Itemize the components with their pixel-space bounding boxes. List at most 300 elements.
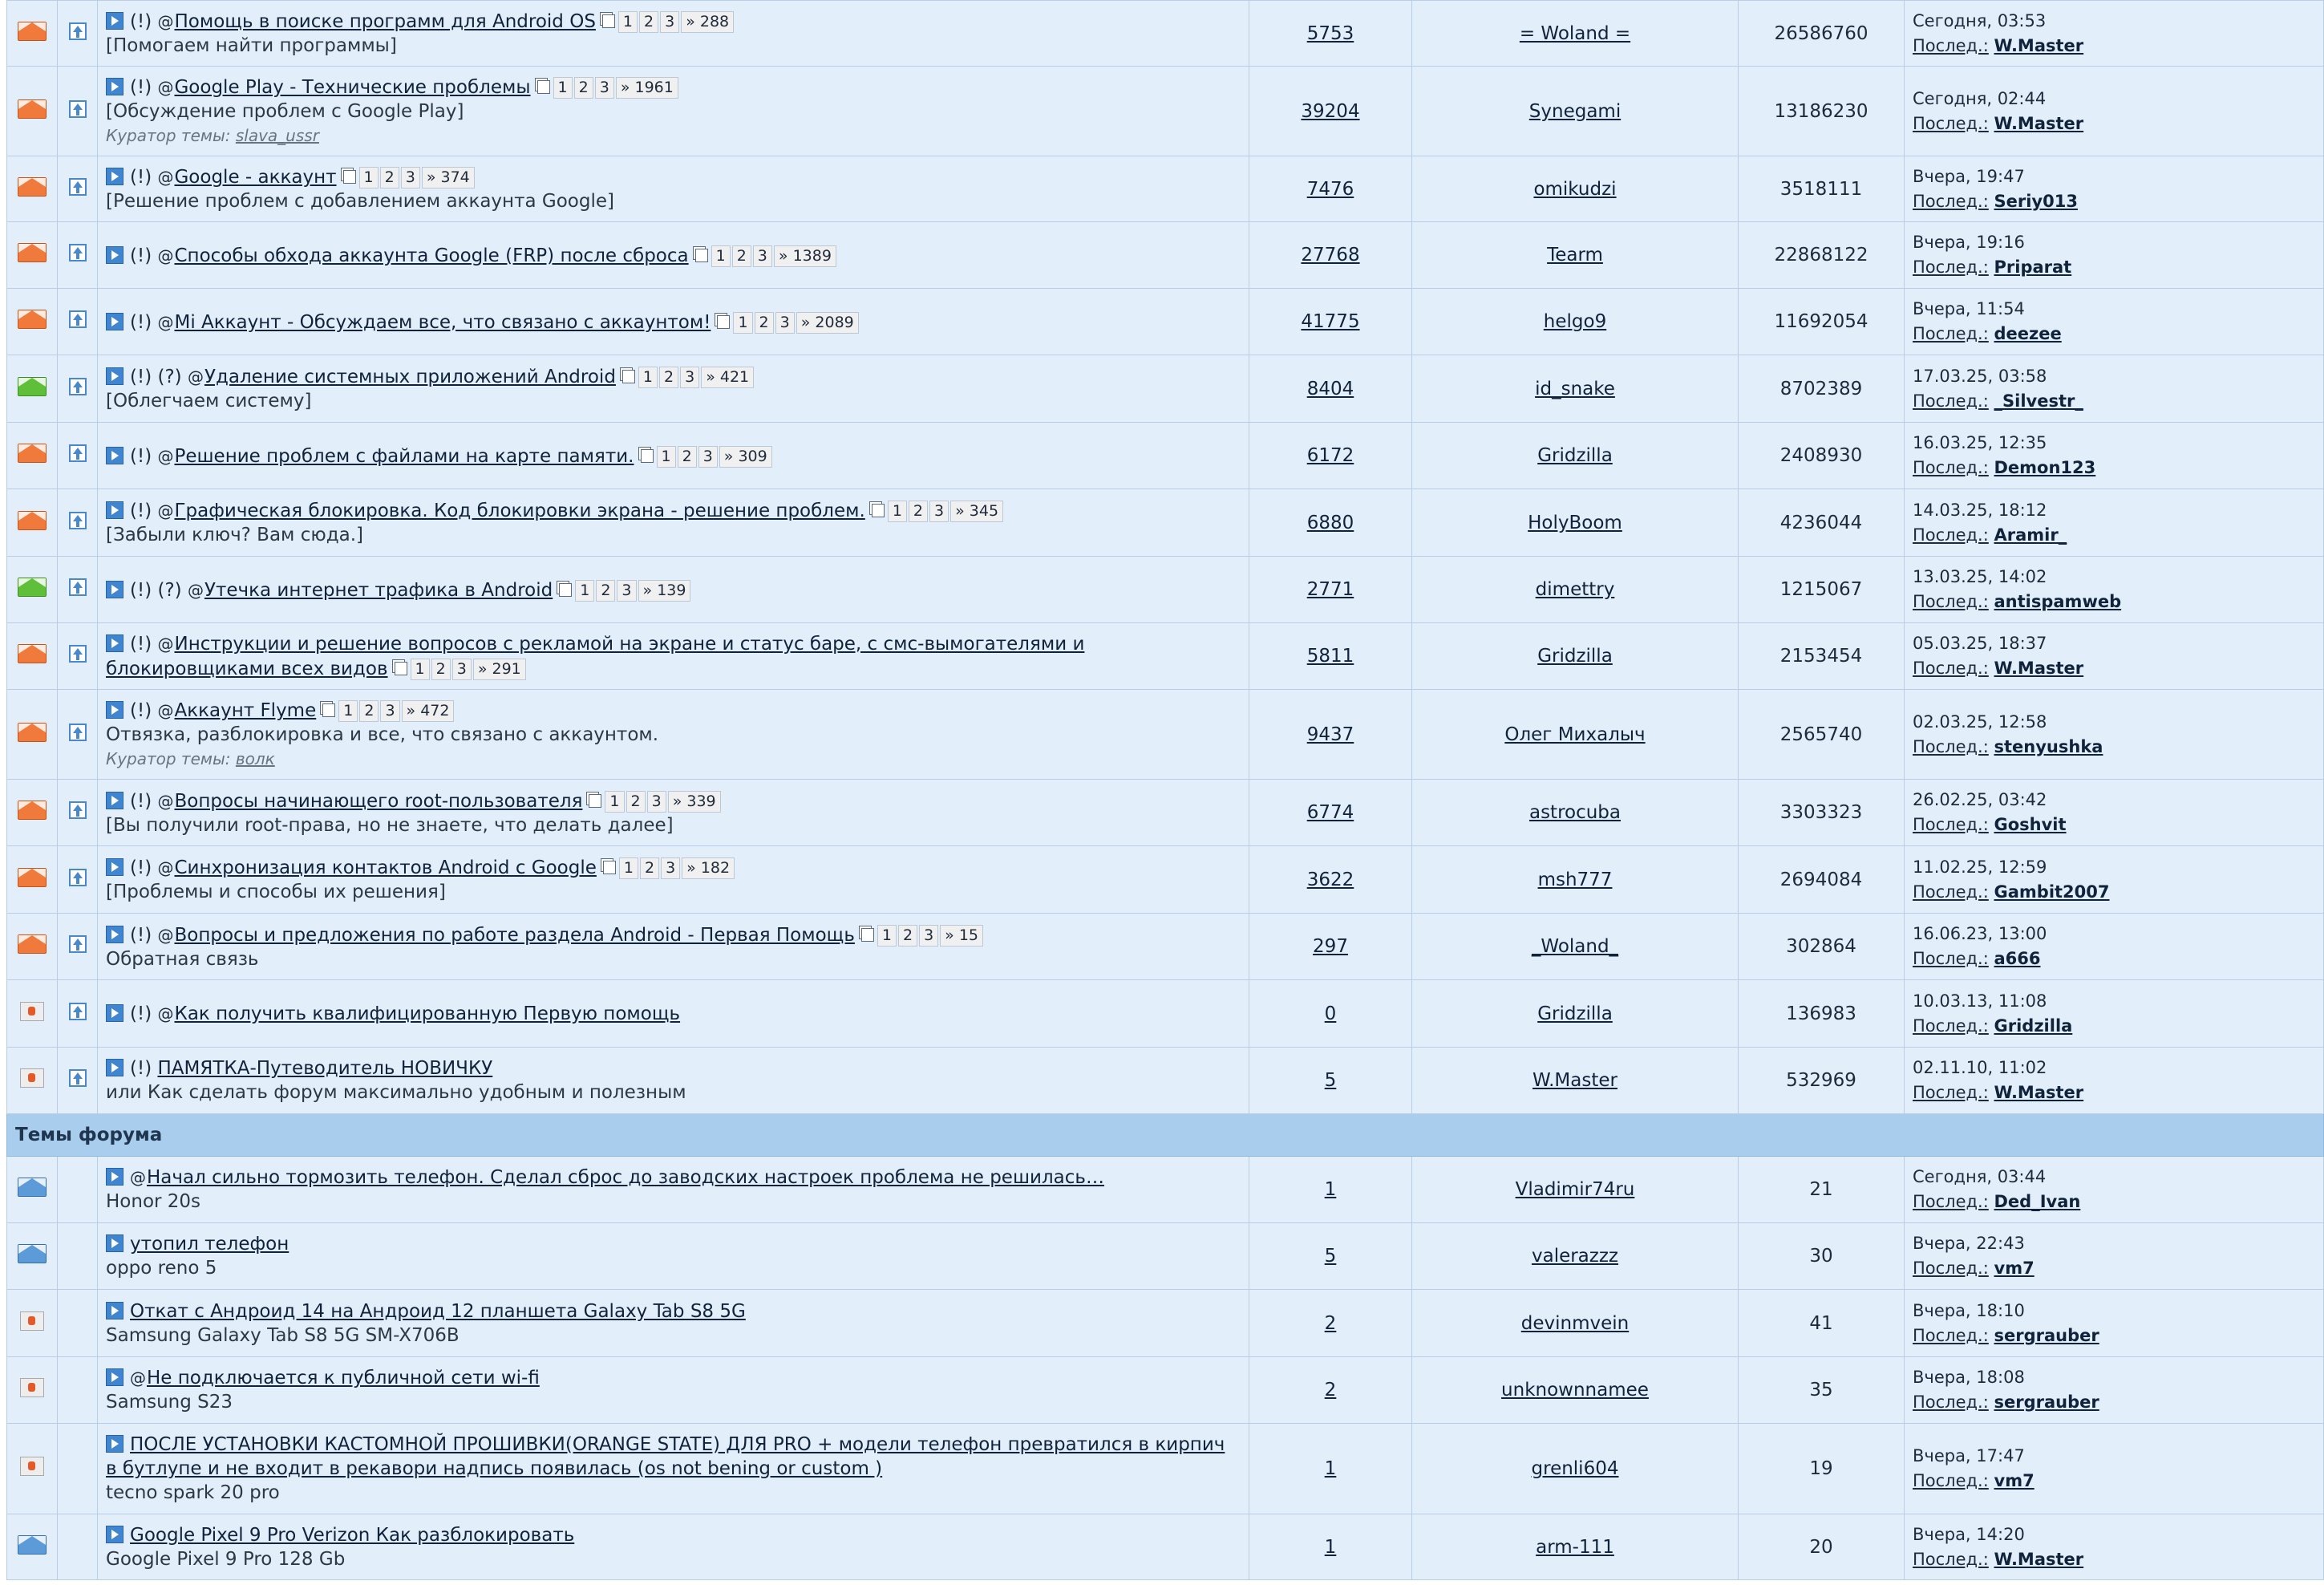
go-to-unread-icon[interactable] [106, 1168, 123, 1186]
last-post-user-link[interactable]: vm7 [1994, 1471, 2035, 1490]
last-post-cell [1905, 1048, 2324, 1114]
last-post-label[interactable]: Послед.: [1913, 736, 1989, 756]
views-count: 2153454 [1779, 646, 1863, 667]
last-post-cell [1905, 780, 2324, 846]
views-cell [1739, 1157, 1905, 1223]
last-page-link[interactable] [616, 77, 678, 99]
topic-type-cell [58, 1424, 98, 1514]
topic-author-link[interactable]: devinmvein [1520, 1312, 1630, 1334]
topic-title-link[interactable]: Помощь в поиске программ для Android OS [174, 11, 596, 32]
topic-status-cell [7, 846, 58, 914]
last-post-user-link[interactable]: stenyushka [1994, 736, 2103, 756]
last-page-link[interactable] [774, 245, 836, 267]
topic-type-cell [58, 289, 98, 355]
last-post-user-link[interactable]: antispamweb [1994, 592, 2122, 611]
curator-link[interactable]: slava_ussr [235, 126, 319, 145]
last-post-label[interactable]: Послед.: [1913, 815, 1989, 834]
replies-count-link[interactable]: 6880 [1306, 512, 1354, 533]
last-post-label[interactable]: Послед.: [1913, 525, 1989, 545]
topic-type-cell [58, 623, 98, 690]
page-link[interactable]: 3 [661, 857, 680, 879]
go-to-unread-icon[interactable] [106, 581, 123, 598]
topic-title-link[interactable]: ПОСЛЕ УСТАНОВКИ КАСТОМНОЙ ПРОШИВКИ(ORANGE STATE) ДЛЯ PRO + модели телефон превратился в кирпич в бутлупе и не входит в рекавори надпись появилась (os not bening or custom ) [106, 1434, 1225, 1479]
last-post-by [1913, 1190, 2315, 1214]
last-post-cell [1905, 222, 2324, 289]
go-to-unread-icon[interactable] [106, 1004, 123, 1022]
page-link[interactable]: 3 [698, 446, 718, 468]
replies-count-link[interactable]: 39204 [1301, 100, 1360, 122]
page-link[interactable]: 1 [359, 167, 379, 188]
go-to-unread-icon[interactable] [106, 926, 123, 943]
page-link[interactable]: 3 [919, 925, 938, 947]
hot-topic-mail-icon [18, 801, 47, 820]
section-title: Темы форума [7, 1114, 2324, 1157]
page-link[interactable]: 3 [680, 367, 699, 388]
last-post-date: Вчера, 19:16 [1913, 233, 2025, 252]
last-post-date: Вчера, 22:43 [1913, 1234, 2025, 1253]
hot-topic-mail-icon [18, 444, 47, 463]
replies-count-link[interactable]: 3622 [1306, 869, 1354, 890]
last-post-label[interactable]: Послед.: [1913, 659, 1989, 678]
last-post-date: 17.03.25, 03:58 [1913, 366, 2047, 386]
replies-count-link[interactable]: 2 [1324, 1312, 1337, 1334]
views-count: 8702389 [1779, 378, 1863, 399]
page-link[interactable]: 3 [775, 312, 795, 334]
last-post-user-link[interactable]: Goshvit [1994, 815, 2067, 834]
topic-title-link[interactable]: Откат с Андроид 14 на Андроид 12 планшета Galaxy Tab S8 5G [130, 1300, 746, 1322]
pinned-topic-row [7, 980, 2324, 1048]
page-link[interactable]: 2 [678, 446, 697, 468]
last-post-user-link[interactable]: W.Master [1994, 1083, 2084, 1102]
page-link[interactable]: 2 [640, 857, 659, 879]
replies-count-link[interactable]: 1 [1324, 1179, 1337, 1200]
pages-icon [322, 703, 335, 717]
last-page-link[interactable] [402, 700, 455, 722]
last-post-label[interactable]: Послед.: [1913, 391, 1989, 411]
topic-title-link[interactable]: Графическая блокировка. Код блокировки экрана - решение проблем. [174, 501, 865, 521]
pinned-topic-row [7, 557, 2324, 623]
page-link[interactable]: 1 [657, 446, 676, 468]
page-link[interactable]: 1 [733, 312, 752, 334]
views-count: 19 [1809, 1458, 1833, 1479]
topic-prefix: (!) [130, 790, 152, 812]
topic-status-cell [7, 489, 58, 557]
last-post-user-link[interactable]: Gridzilla [1994, 1015, 2073, 1036]
topic-title-cell [98, 1357, 1249, 1424]
go-to-unread-icon[interactable] [106, 246, 123, 264]
last-post-label[interactable]: Послед.: [1913, 882, 1989, 902]
last-post-label[interactable]: Послед.: [1913, 35, 1989, 55]
page-link[interactable]: 2 [596, 580, 615, 602]
author-cell [1412, 1290, 1739, 1357]
topic-title-link[interactable]: утопил телефон [130, 1234, 289, 1255]
page-link[interactable]: 2 [574, 77, 593, 99]
last-page-link[interactable] [682, 857, 735, 879]
topic-author-link[interactable]: msh777 [1537, 869, 1613, 890]
page-link[interactable]: 2 [380, 167, 399, 188]
go-to-unread-icon[interactable] [106, 12, 123, 30]
topic-title-line [106, 9, 1241, 34]
last-post-user-link[interactable]: a666 [1994, 949, 2041, 968]
go-to-unread-icon[interactable] [106, 634, 123, 652]
topic-title-link[interactable]: Удаление системных приложений Android [204, 367, 616, 387]
views-cell [1739, 289, 1905, 355]
page-link[interactable]: 2 [431, 659, 451, 680]
pinned-topic-row [7, 67, 2324, 156]
last-post-label[interactable]: Послед.: [1913, 949, 1989, 968]
topic-pagination [537, 75, 680, 99]
topic-author-link[interactable]: = Woland = [1519, 22, 1631, 44]
topic-author-link[interactable]: Gridzilla [1537, 445, 1613, 466]
last-post-cell [1905, 1223, 2324, 1290]
curator-link[interactable]: волк [235, 749, 275, 768]
replies-count-link[interactable]: 5 [1324, 1246, 1337, 1267]
topic-title-line [106, 164, 1241, 189]
last-page-prefix: » [778, 246, 788, 265]
page-link[interactable]: 1 [553, 77, 573, 99]
author-cell [1412, 1048, 1739, 1114]
pinned-topic-row [7, 1048, 2324, 1114]
last-post-user-link[interactable]: vm7 [1994, 1259, 2035, 1278]
last-post-cell [1905, 489, 2324, 557]
topic-author-link[interactable]: helgo9 [1543, 311, 1607, 332]
replies-count-link[interactable]: 41775 [1301, 311, 1360, 332]
page-link[interactable]: 2 [909, 501, 928, 522]
topic-author-link[interactable]: Vladimir74ru [1515, 1179, 1635, 1200]
topic-type-cell [58, 67, 98, 156]
last-post-label[interactable]: Послед.: [1913, 324, 1989, 343]
last-post-by [1913, 947, 2315, 971]
topic-title-link[interactable]: Утечка интернет трафика в Android [204, 579, 553, 601]
page-link[interactable]: 1 [575, 580, 594, 602]
author-cell [1412, 489, 1739, 557]
pinned-topic-row [7, 289, 2324, 355]
topic-author-link[interactable]: valerazzz [1531, 1246, 1618, 1267]
last-post-label[interactable]: Послед.: [1913, 1015, 1989, 1036]
last-post-label[interactable]: Послед.: [1913, 1325, 1989, 1345]
topic-author-link[interactable]: W.Master [1532, 1070, 1617, 1091]
views-cell [1739, 780, 1905, 846]
topic-title-link[interactable]: Google Play - Технические проблемы [174, 77, 531, 98]
last-page-link[interactable] [719, 446, 772, 468]
attachment-icon: @ [157, 312, 174, 332]
page-link[interactable]: 1 [877, 925, 897, 947]
topic-author-link[interactable]: HolyBoom [1528, 512, 1622, 533]
topic-mail-icon [18, 1535, 47, 1555]
pages-icon [603, 861, 616, 874]
topic-title-link[interactable]: Синхронизация контактов Android с Google [174, 857, 597, 878]
last-post-label[interactable]: Послед.: [1913, 592, 1989, 611]
last-page-link[interactable] [940, 925, 983, 947]
last-post-user-link[interactable]: Seriy013 [1994, 191, 2078, 211]
replies-count-link[interactable]: 2 [1324, 1380, 1337, 1401]
replies-count-link[interactable]: 2771 [1306, 579, 1354, 600]
page-link[interactable]: 1 [338, 700, 358, 722]
last-page-link[interactable] [701, 367, 754, 388]
replies-cell [1249, 1290, 1412, 1357]
topic-author-link[interactable]: id_snake [1535, 378, 1615, 399]
last-post-by [1913, 456, 2315, 480]
topic-title-link[interactable]: Вопросы начинающего root-пользователя [174, 790, 583, 812]
page-link[interactable]: 3 [929, 501, 949, 522]
topic-row [7, 1424, 2324, 1514]
topic-title-line [106, 498, 1241, 523]
topic-title-line [106, 1232, 1241, 1256]
topic-title-link[interactable]: ПАМЯТКА-Путеводитель НОВИЧКУ [157, 1058, 493, 1079]
page-link[interactable]: 1 [411, 659, 430, 680]
replies-count-link[interactable]: 0 [1324, 1003, 1337, 1024]
topic-title-cell [98, 846, 1249, 914]
last-page-link[interactable] [668, 791, 721, 813]
topic-title-link[interactable]: Вопросы и предложения по работе раздела Android - Первая Помощь [174, 924, 855, 946]
last-post-date: 02.03.25, 12:58 [1913, 711, 2047, 732]
last-post-label[interactable]: Послед.: [1913, 1549, 1989, 1569]
last-post-user-link[interactable]: W.Master [1994, 1549, 2084, 1569]
topic-title-link[interactable]: Mi Аккаунт - Обсуждаем все, что связано с аккаунтом! [174, 311, 711, 333]
attachment-icon: @ [157, 701, 174, 720]
last-page-link[interactable] [796, 312, 859, 334]
page-link[interactable]: 3 [595, 77, 614, 99]
page-link[interactable]: 1 [605, 791, 624, 813]
last-page-prefix: » [945, 926, 954, 944]
views-count: 3518111 [1779, 178, 1863, 200]
topic-author-link[interactable]: astrocuba [1528, 802, 1622, 823]
topic-title-link[interactable]: Инструкции и решение вопросов с рекламой на экране и статус баре, с смс-вымогателями и блокировщиками всех видов [106, 633, 1085, 679]
pages-icon [641, 449, 654, 463]
last-post-label[interactable]: Послед.: [1913, 257, 1989, 277]
author-cell [1412, 690, 1739, 780]
go-to-unread-icon[interactable] [106, 501, 123, 519]
topic-status-cell [7, 1, 58, 67]
page-link[interactable]: 1 [619, 857, 638, 879]
topic-author-link[interactable]: grenli604 [1531, 1458, 1619, 1479]
topic-status-cell [7, 980, 58, 1048]
pinned-topic-icon [69, 310, 87, 328]
last-page-number: 288 [699, 13, 730, 30]
go-to-unread-icon[interactable] [106, 313, 123, 330]
last-page-link[interactable] [681, 11, 734, 33]
topic-type-cell [58, 1223, 98, 1290]
page-link[interactable]: 1 [618, 11, 638, 33]
last-post-date: Вчера, 18:08 [1913, 1368, 2025, 1387]
last-post-user-link[interactable]: W.Master [1994, 113, 2084, 133]
topic-title-link[interactable]: Способы обхода аккаунта Google (FRP) после сброса [174, 245, 689, 266]
page-link[interactable]: 3 [753, 245, 772, 267]
last-post-label[interactable]: Послед.: [1913, 458, 1989, 477]
replies-cell [1249, 1424, 1412, 1514]
go-to-unread-icon[interactable] [106, 1302, 123, 1319]
go-to-unread-icon[interactable] [106, 168, 123, 185]
replies-cell [1249, 489, 1412, 557]
topic-author-link[interactable]: Tearm [1547, 245, 1603, 266]
views-cell [1739, 557, 1905, 623]
pinned-topic-icon [69, 1003, 87, 1020]
page-link[interactable]: 3 [647, 791, 666, 813]
last-page-number: 182 [700, 859, 731, 877]
last-post-user-link[interactable]: Priparat [1994, 257, 2072, 277]
last-post-user-link[interactable]: Demon123 [1994, 458, 2096, 477]
replies-count-link[interactable]: 5753 [1306, 22, 1354, 44]
go-to-unread-icon[interactable] [106, 367, 123, 385]
topic-title-line [106, 364, 1241, 389]
topic-author-link[interactable]: Gridzilla [1537, 1003, 1613, 1024]
topic-author-link[interactable]: _Woland_ [1531, 936, 1619, 957]
locked-topic-icon [20, 1002, 44, 1021]
views-count: 26586760 [1774, 22, 1869, 44]
topic-title-link[interactable]: Решение проблем с файлами на карте памяти. [174, 445, 634, 467]
last-page-number: 1961 [634, 79, 674, 96]
last-page-number: 139 [657, 581, 686, 599]
page-link[interactable]: 3 [401, 167, 420, 188]
topic-title-line [106, 698, 1241, 723]
author-cell [1412, 1514, 1739, 1580]
replies-count-link[interactable]: 6774 [1306, 802, 1354, 823]
go-to-unread-icon[interactable] [106, 1435, 123, 1453]
last-post-label[interactable]: Послед.: [1913, 1392, 1989, 1412]
last-page-link[interactable] [950, 501, 1003, 522]
last-post-cell [1905, 914, 2324, 980]
page-link[interactable]: 3 [617, 580, 636, 602]
last-page-link[interactable] [473, 659, 526, 680]
page-link[interactable]: 1 [638, 367, 658, 388]
topic-author-link[interactable]: Synegami [1528, 100, 1622, 122]
pinned-topic-icon [69, 801, 87, 819]
go-to-unread-icon[interactable] [106, 1059, 123, 1076]
go-to-unread-icon[interactable] [106, 78, 123, 95]
page-link[interactable]: 2 [755, 312, 774, 334]
topic-description: Samsung Galaxy Tab S8 5G SM-X706B [106, 1324, 460, 1346]
last-post-user-link[interactable]: deezee [1994, 324, 2062, 343]
last-post-label[interactable]: Послед.: [1913, 191, 1989, 211]
topic-title-link[interactable]: Аккаунт Flyme [174, 700, 317, 721]
topic-title-cell [98, 222, 1249, 289]
pages-icon [559, 583, 572, 597]
topic-type-cell [58, 1290, 98, 1357]
go-to-unread-icon[interactable] [106, 858, 123, 876]
replies-count-link[interactable]: 27768 [1301, 245, 1360, 266]
last-post-label[interactable]: Послед.: [1913, 1471, 1989, 1490]
last-page-link[interactable] [422, 167, 475, 188]
replies-count-link[interactable]: 297 [1313, 936, 1348, 957]
page-link[interactable]: 3 [452, 659, 472, 680]
topic-title-line [106, 1165, 1241, 1190]
topic-title-line [106, 1523, 1241, 1547]
topic-type-cell [58, 1157, 98, 1223]
replies-count-link[interactable]: 6172 [1306, 445, 1354, 466]
last-post-user-link[interactable]: W.Master [1994, 659, 2084, 678]
topic-status-cell [7, 1357, 58, 1424]
topic-author-link[interactable]: arm-111 [1536, 1536, 1614, 1558]
hot-topic-mail-icon [18, 99, 47, 119]
topic-author-link[interactable]: unknownnamee [1501, 1380, 1649, 1401]
last-post-by [1913, 389, 2315, 414]
last-post-user-link[interactable]: sergrauber [1994, 1392, 2099, 1412]
go-to-unread-icon[interactable] [106, 701, 123, 719]
page-link[interactable]: 2 [898, 925, 917, 947]
topic-pagination [603, 855, 736, 879]
topic-title-cell [98, 1048, 1249, 1114]
last-post-label[interactable]: Послед.: [1913, 113, 1989, 133]
locked-topic-icon [20, 1378, 44, 1397]
topic-author-link[interactable]: Gridzilla [1537, 646, 1613, 667]
author-cell [1412, 156, 1739, 222]
topic-type-cell [58, 423, 98, 489]
topic-title-link[interactable]: Google Pixel 9 Pro Verizon Как разблокировать [130, 1524, 575, 1546]
page-link[interactable]: 2 [626, 791, 646, 813]
last-post-label[interactable]: Послед.: [1913, 1083, 1989, 1102]
replies-count-link[interactable]: 1 [1324, 1458, 1337, 1479]
page-link[interactable]: 2 [639, 11, 658, 33]
last-post-cell [1905, 623, 2324, 690]
last-post-label[interactable]: Послед.: [1913, 1259, 1989, 1278]
replies-count-link[interactable]: 9437 [1306, 724, 1354, 745]
replies-count-link[interactable]: 7476 [1306, 178, 1354, 200]
topic-author-link[interactable]: omikudzi [1533, 178, 1617, 200]
replies-count-link[interactable]: 8404 [1306, 378, 1354, 399]
page-link[interactable]: 2 [659, 367, 678, 388]
views-count: 3303323 [1779, 802, 1863, 823]
topic-row [7, 1157, 2324, 1223]
replies-count-link[interactable]: 1 [1324, 1536, 1337, 1558]
last-post-user-link[interactable]: Gambit2007 [1994, 882, 2110, 902]
topic-title-cell [98, 1290, 1249, 1357]
topic-title-link[interactable]: Как получить квалифицированную Первую помощь [174, 1003, 681, 1024]
topic-type-cell [58, 846, 98, 914]
last-post-by [1913, 1080, 2315, 1105]
hot-topic-mail-icon [18, 723, 47, 742]
last-post-user-link[interactable]: _Silvestr_ [1994, 391, 2083, 411]
topic-title-link[interactable]: Google - аккаунт [174, 167, 337, 188]
page-link[interactable]: 2 [359, 700, 379, 722]
page-link[interactable]: 2 [732, 245, 751, 267]
topic-status-cell [7, 1157, 58, 1223]
go-to-unread-icon[interactable] [106, 1368, 123, 1386]
views-count: 4236044 [1779, 512, 1863, 533]
replies-cell [1249, 1, 1412, 67]
go-to-unread-icon[interactable] [106, 1526, 123, 1543]
topic-author-link[interactable]: Олег Михалыч [1504, 724, 1646, 745]
replies-count-link[interactable]: 5 [1324, 1070, 1337, 1091]
page-link[interactable]: 1 [888, 501, 907, 522]
topic-description: [Помогаем найти программы] [106, 35, 397, 56]
last-post-user-link[interactable]: Ded_Ivan [1994, 1192, 2081, 1211]
last-post-user-link[interactable]: Aramir_ [1994, 525, 2067, 545]
go-to-unread-icon[interactable] [106, 792, 123, 809]
replies-count-link[interactable]: 5811 [1306, 646, 1354, 667]
topic-title-link[interactable]: Не подключается к публичной сети wi-fi [147, 1368, 540, 1388]
views-count: 20 [1809, 1536, 1833, 1558]
author-cell [1412, 780, 1739, 846]
hot-topic-mail-icon [18, 644, 47, 663]
page-link[interactable]: 1 [711, 245, 731, 267]
go-to-unread-icon[interactable] [106, 1234, 123, 1252]
last-post-user-link[interactable]: W.Master [1994, 35, 2084, 55]
last-page-link[interactable] [638, 580, 691, 602]
views-cell [1739, 489, 1905, 557]
last-post-user-link[interactable]: sergrauber [1994, 1325, 2099, 1345]
hot-topic-mail-icon [18, 934, 47, 954]
last-post-by [1913, 322, 2315, 347]
last-post-label[interactable]: Послед.: [1913, 1192, 1989, 1211]
page-link[interactable]: 3 [380, 700, 399, 722]
topic-author-link[interactable]: dimettry [1535, 579, 1615, 600]
go-to-unread-icon[interactable] [106, 447, 123, 464]
pages-icon [872, 504, 885, 517]
attachment-icon: @ [157, 1003, 174, 1024]
topic-title-link[interactable]: Начал сильно тормозить телефон. Сделал сброс до заводских настроек проблема не решилась… [147, 1167, 1104, 1188]
topic-pagination [861, 922, 985, 947]
page-link[interactable]: 3 [660, 11, 679, 33]
